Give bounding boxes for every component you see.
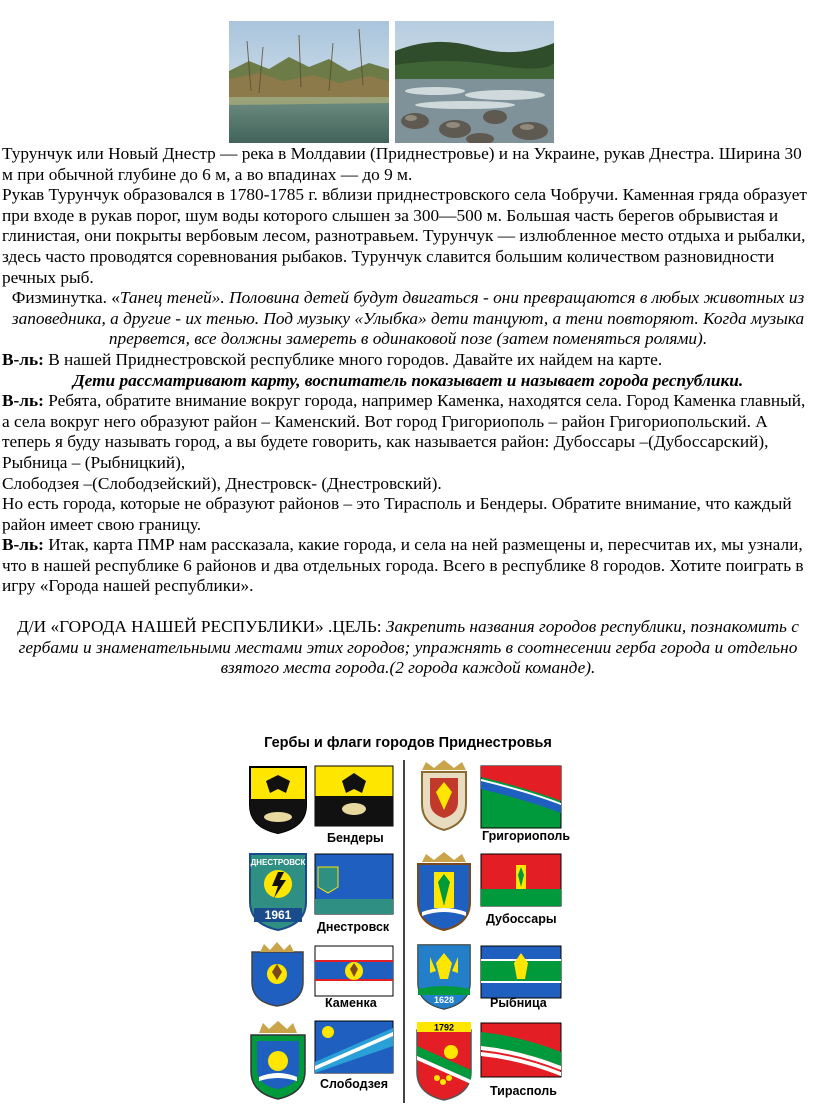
river-photos	[229, 21, 554, 143]
paragraph-game: Д/И «ГОРОДА НАШЕЙ РЕСПУБЛИКИ» .ЦЕЛЬ: Закрепить названия городов республики, познакомить с гербами и знаменательными местами этих городов; упражнять в соотнесении герба города и отдельно взятого места города.(2 города каждой команде).	[17, 617, 799, 678]
paragraph-teacher-3: В-ль: Итак, карта ПМР нам рассказала, какие города, и села на ней размещены и, пересчитав их, мы узнали, что в нашей республике 6 районов и два отдельных города. Всего в республике 8 городов. Хотите поиграть в игру «Города нашей республики».	[2, 535, 804, 596]
kamenka-coat-of-arms	[250, 942, 305, 1008]
caption-dubossary: Дубоссары	[486, 912, 557, 926]
caption-rybnitsa: Рыбница	[490, 996, 547, 1010]
slobodzeya-flag	[314, 1020, 394, 1074]
paragraph-tiraspol-bendery: Но есть города, которые не образуют районов – это Тирасполь и Бендеры. Обратите внимание, что каждый район имеет свою границу.	[2, 494, 792, 534]
paragraph-turunchuk-history: Рукав Турунчук образовался в 1780-1785 г. вблизи приднестровского села Чобручи. Каменная гряда образует при входе в рукав порог, шум воды которого слышен за 300—500 м. Большая часть берегов обрывистая и глинистая, они покрыты вербовым лесом, разнотравьем. Турунчук — излюбленное место отдыха и рыбалки, здесь часто проводятся соревнования рыбаков. Турунчук славится большим количеством разновидности речных рыб.	[2, 185, 807, 287]
tiraspol-coat-of-arms	[415, 1020, 473, 1102]
text-block	[2, 144, 814, 679]
river-photo-calm	[229, 21, 389, 143]
bendery-flag	[314, 765, 394, 827]
dnestrovsk-top-label: ДНЕСТРОВСК	[250, 858, 306, 867]
grigoriopol-flag	[480, 765, 562, 829]
paragraph-turunchuk-intro: Турунчук или Новый Днестр — река в Молдавии (Приднестровье) и на Украине, рукав Днестра. Ширина 30 м при обычной глубине до 6 м, а во впадинах — до 9 м.	[2, 144, 802, 184]
paragraph-children-map: Дети рассматривают карту, воспитатель показывает и называет города республики.	[72, 370, 744, 390]
column-divider	[403, 760, 405, 1103]
river-photo-rapids	[395, 21, 554, 143]
dnestrovsk-flag	[314, 853, 394, 915]
paragraph-fizminutka: Физминутка. «Танец теней». Половина детей будут двигаться - они превращаются в любых животных из заповедника, а другие - их тенью. Под музыку «Улыбка» дети танцуют, а тени повторяют. Когда музыка прервется, все должны замереть в одинаковой позе (затем поменяться ролями).	[11, 288, 805, 349]
dnestrovsk-coat-of-arms	[248, 852, 308, 932]
bendery-coat-of-arms	[248, 765, 308, 835]
rybnitsa-flag	[480, 945, 562, 999]
caption-tiraspol: Тирасполь	[490, 1084, 557, 1098]
dubossary-coat-of-arms	[414, 852, 474, 932]
paragraph-teacher-1: В-ль: В нашей Приднестровской республике много городов. Давайте их найдем на карте.	[2, 349, 663, 369]
paragraph-teacher-2: В-ль: Ребята, обратите внимание вокруг города, например Каменка, находятся села. Город Каменка главный, а села вокруг него образуют район – Каменский. Вот город Григориополь – район Григориопольский. А теперь я буду называть город, а вы будете говорить, как называется район: Дубоссары –(Дубоссарский), Рыбница – (Рыбницкий),	[2, 391, 806, 472]
paragraph-slobodzeya: Слободзея –(Слободзейский), Днестровск- (Днестровский).	[2, 473, 442, 493]
grigoriopol-coat-of-arms	[416, 760, 472, 832]
caption-slobodzeya: Слободзея	[320, 1077, 389, 1091]
caption-dnestrovsk: Днестровск	[317, 920, 390, 934]
dnestrovsk-year: 1961	[264, 908, 292, 922]
rybnitsa-coat-of-arms	[416, 943, 472, 1011]
dubossary-flag	[480, 853, 562, 907]
caption-bendery: Бендеры	[327, 831, 384, 845]
tiraspol-flag	[480, 1022, 562, 1078]
slobodzeya-coat-of-arms	[249, 1019, 307, 1101]
kamenka-flag	[314, 945, 394, 997]
rybnitsa-year: 1628	[433, 995, 455, 1005]
emblems-title: Гербы и флаги городов Приднестровья	[264, 735, 552, 751]
caption-kamenka: Каменка	[325, 996, 377, 1010]
tiraspol-year: 1792	[433, 1022, 455, 1033]
caption-grigoriopol: Григориополь	[482, 829, 571, 843]
